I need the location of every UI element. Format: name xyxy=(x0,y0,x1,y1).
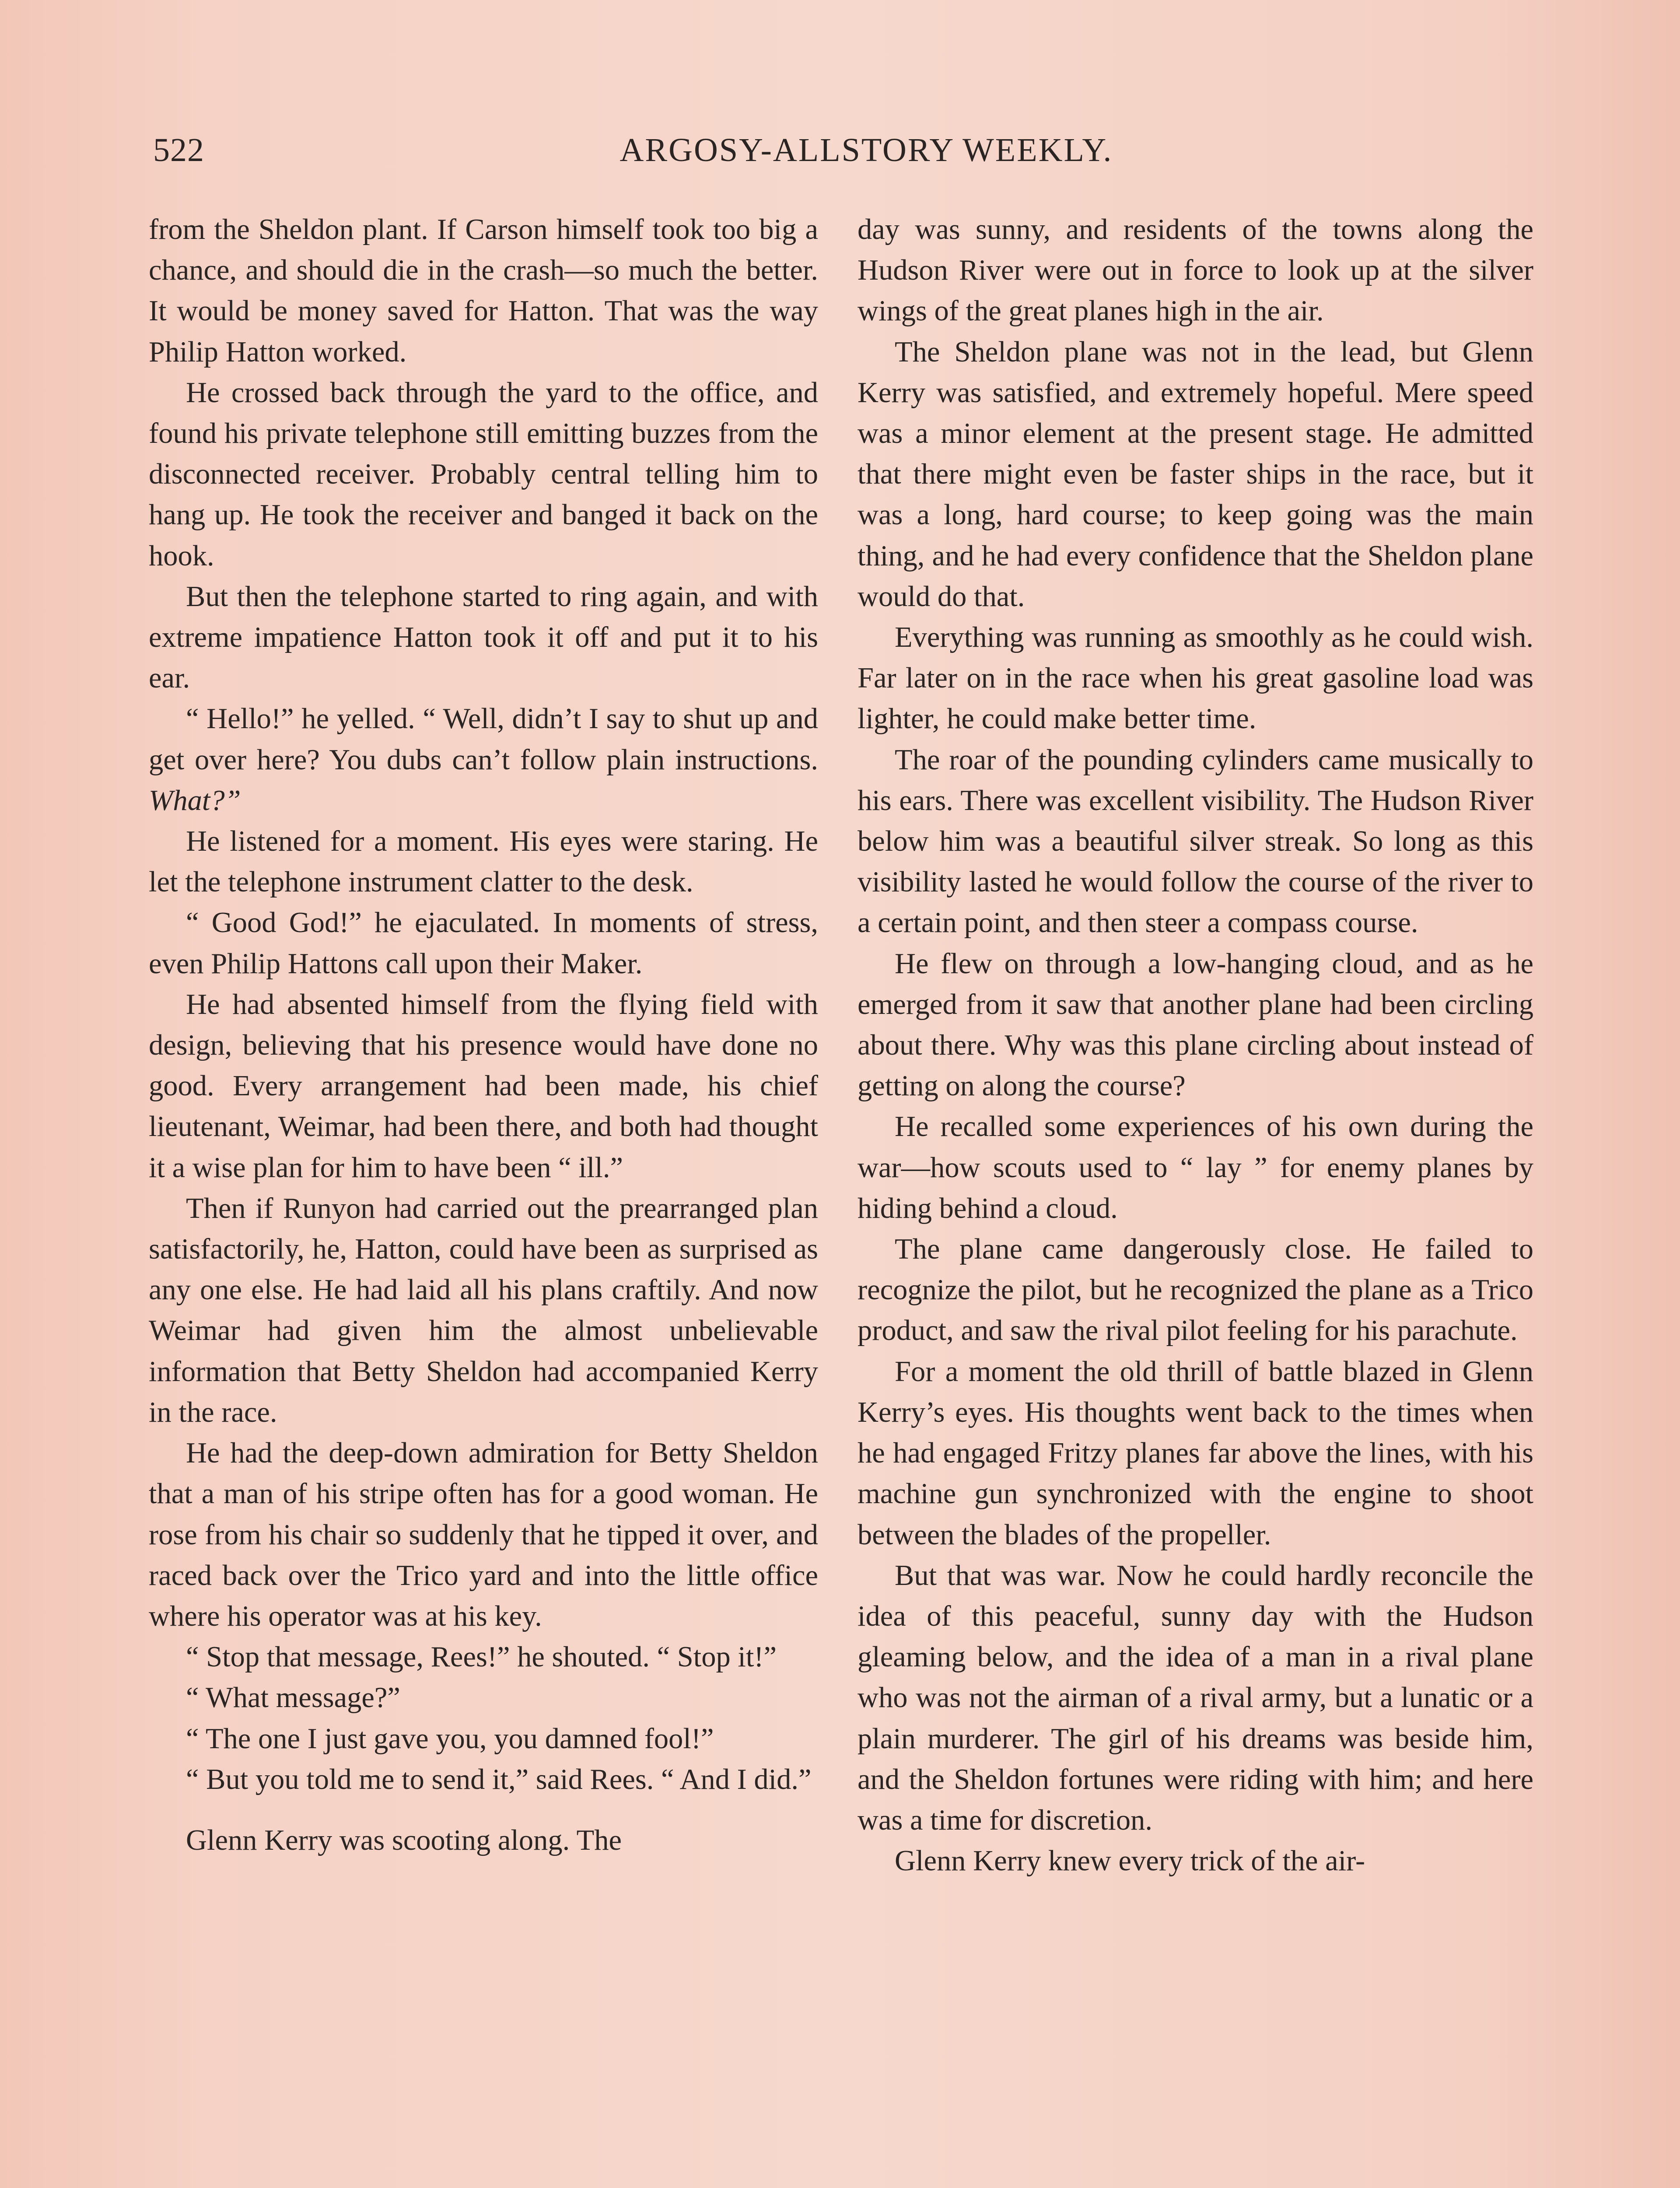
paragraph: For a moment the old thrill of battle blazed in Glenn Kerry’s eyes. His thoughts went back to the times when he had engaged Fritzy planes far above the lines, with his machine gun synchronized with the engine to shoot between the blades of the propeller. xyxy=(858,1355,1533,1551)
paragraph: from the Sheldon plant. If Carson himself took too big a chance, and should die in the crash—so much the better. It would be money saved for Hatton. That was the way Philip Hatton worked. xyxy=(149,214,818,368)
paragraph: The Sheldon plane was not in the lead, but Glenn Kerry was satisfied, and extremely hopeful. Mere speed was a minor element at the present stage. He admitted that there might even be faster ships in the race, but it was a long, hard course; to keep going was the main thing, and he had every confidence that the Sheldon plane would do that. xyxy=(858,336,1533,613)
paragraph: Glenn Kerry knew every trick of the air- xyxy=(895,1845,1365,1877)
paragraph: “ Good God!” he ejaculated. In moments of stress, even Philip Hattons call upon their Maker. xyxy=(149,907,818,980)
paragraph: But then the telephone started to ring again, and with extreme impatience Hatton took it off and put it to his ear. xyxy=(149,580,818,694)
page-number: 522 xyxy=(153,132,204,168)
paragraph: “ What message?” xyxy=(186,1682,400,1714)
dialogue-text: “ Hello!” he yelled. “ Well, didn’t I say to shut up and get over here? You dubs can’t follow plain instructions. xyxy=(149,703,818,776)
paragraph: He crossed back through the yard to the office, and found his private telephone still emitting buzzes from the disconnected receiver. Probably central telling him to hang up. He took the receiver and banged it back on the hook. xyxy=(149,376,818,572)
paragraph: Then if Runyon had carried out the prearranged plan satisfactorily, he, Hatton, could have been as surprised as any one else. He had laid all his plans craftily. And now Weimar had given him the almost unbelievable information that Betty Sheldon had accompanied Kerry in the race. xyxy=(149,1192,818,1428)
paragraph: Glenn Kerry was scooting along. The xyxy=(186,1824,622,1856)
paragraph: Everything was running as smoothly as he could wish. Far later on in the race when his great gasoline load was lighter, he could make better time. xyxy=(858,621,1533,735)
paragraph: He listened for a moment. His eyes were staring. He let the telephone instrument clatter to the desk. xyxy=(149,825,818,898)
paragraph: The plane came dangerously close. He failed to recognize the pilot, but he recognized the plane as a Trico product, and saw the rival pilot feeling for his parachute. xyxy=(858,1233,1533,1347)
paragraph: day was sunny, and residents of the towns along the Hudson River were out in force to look up at the silver wings of the great planes high in the air. xyxy=(858,214,1533,327)
paragraph: But that was war. Now he could hardly reconcile the idea of this peaceful, sunny day with the Hudson gleaming below, and the idea of a man in a rival plane who was not the airman of a rival army, but a lunatic or a plain murderer. The girl of his dreams was beside him, and the Sheldon fortunes were riding with him; and here was a time for discretion. xyxy=(858,1559,1533,1836)
left-column xyxy=(149,209,818,1861)
paragraph: “ The one I just gave you, you damned fool!” xyxy=(186,1722,714,1755)
paragraph: “ Stop that message, Rees!” he shouted. “ Stop it!” xyxy=(186,1641,777,1673)
running-title: ARGOSY-ALLSTORY WEEKLY. xyxy=(620,132,1113,168)
paragraph: He had the deep-down admiration for Betty Sheldon that a man of his stripe often has for a good woman. He rose from his chair so suddenly that he tipped it over, and raced back over the Trico yard and into the little office where his operator was at his key. xyxy=(149,1437,818,1632)
paragraph xyxy=(149,698,818,821)
page-header xyxy=(153,131,1579,184)
paragraph: He had absented himself from the flying field with design, believing that his presence would have done no good. Every arrangement had been made, his chief lieutenant, Weimar, had been there, and both had thought it a wise plan for him to have been “ ill.” xyxy=(149,988,818,1184)
paragraph: He recalled some experiences of his own during the war—how scouts used to “ lay ” for enemy planes by hiding behind a cloud. xyxy=(858,1111,1533,1224)
paragraph: The roar of the pounding cylinders came musically to his ears. There was excellent visibility. The Hudson River below him was a beautiful silver streak. So long as this visibility lasted he would follow the course of the river to a certain point, and then steer a compass course. xyxy=(858,743,1533,939)
italic-text: What?” xyxy=(149,784,241,817)
paragraph: He flew on through a low-hanging cloud, and as he emerged from it saw that another plane had been circling about there. Why was this plane circling about instead of getting on along the course? xyxy=(858,947,1533,1102)
right-column xyxy=(858,209,1533,1881)
paragraph: “ But you told me to send it,” said Rees. “ And I did.” xyxy=(186,1763,812,1795)
